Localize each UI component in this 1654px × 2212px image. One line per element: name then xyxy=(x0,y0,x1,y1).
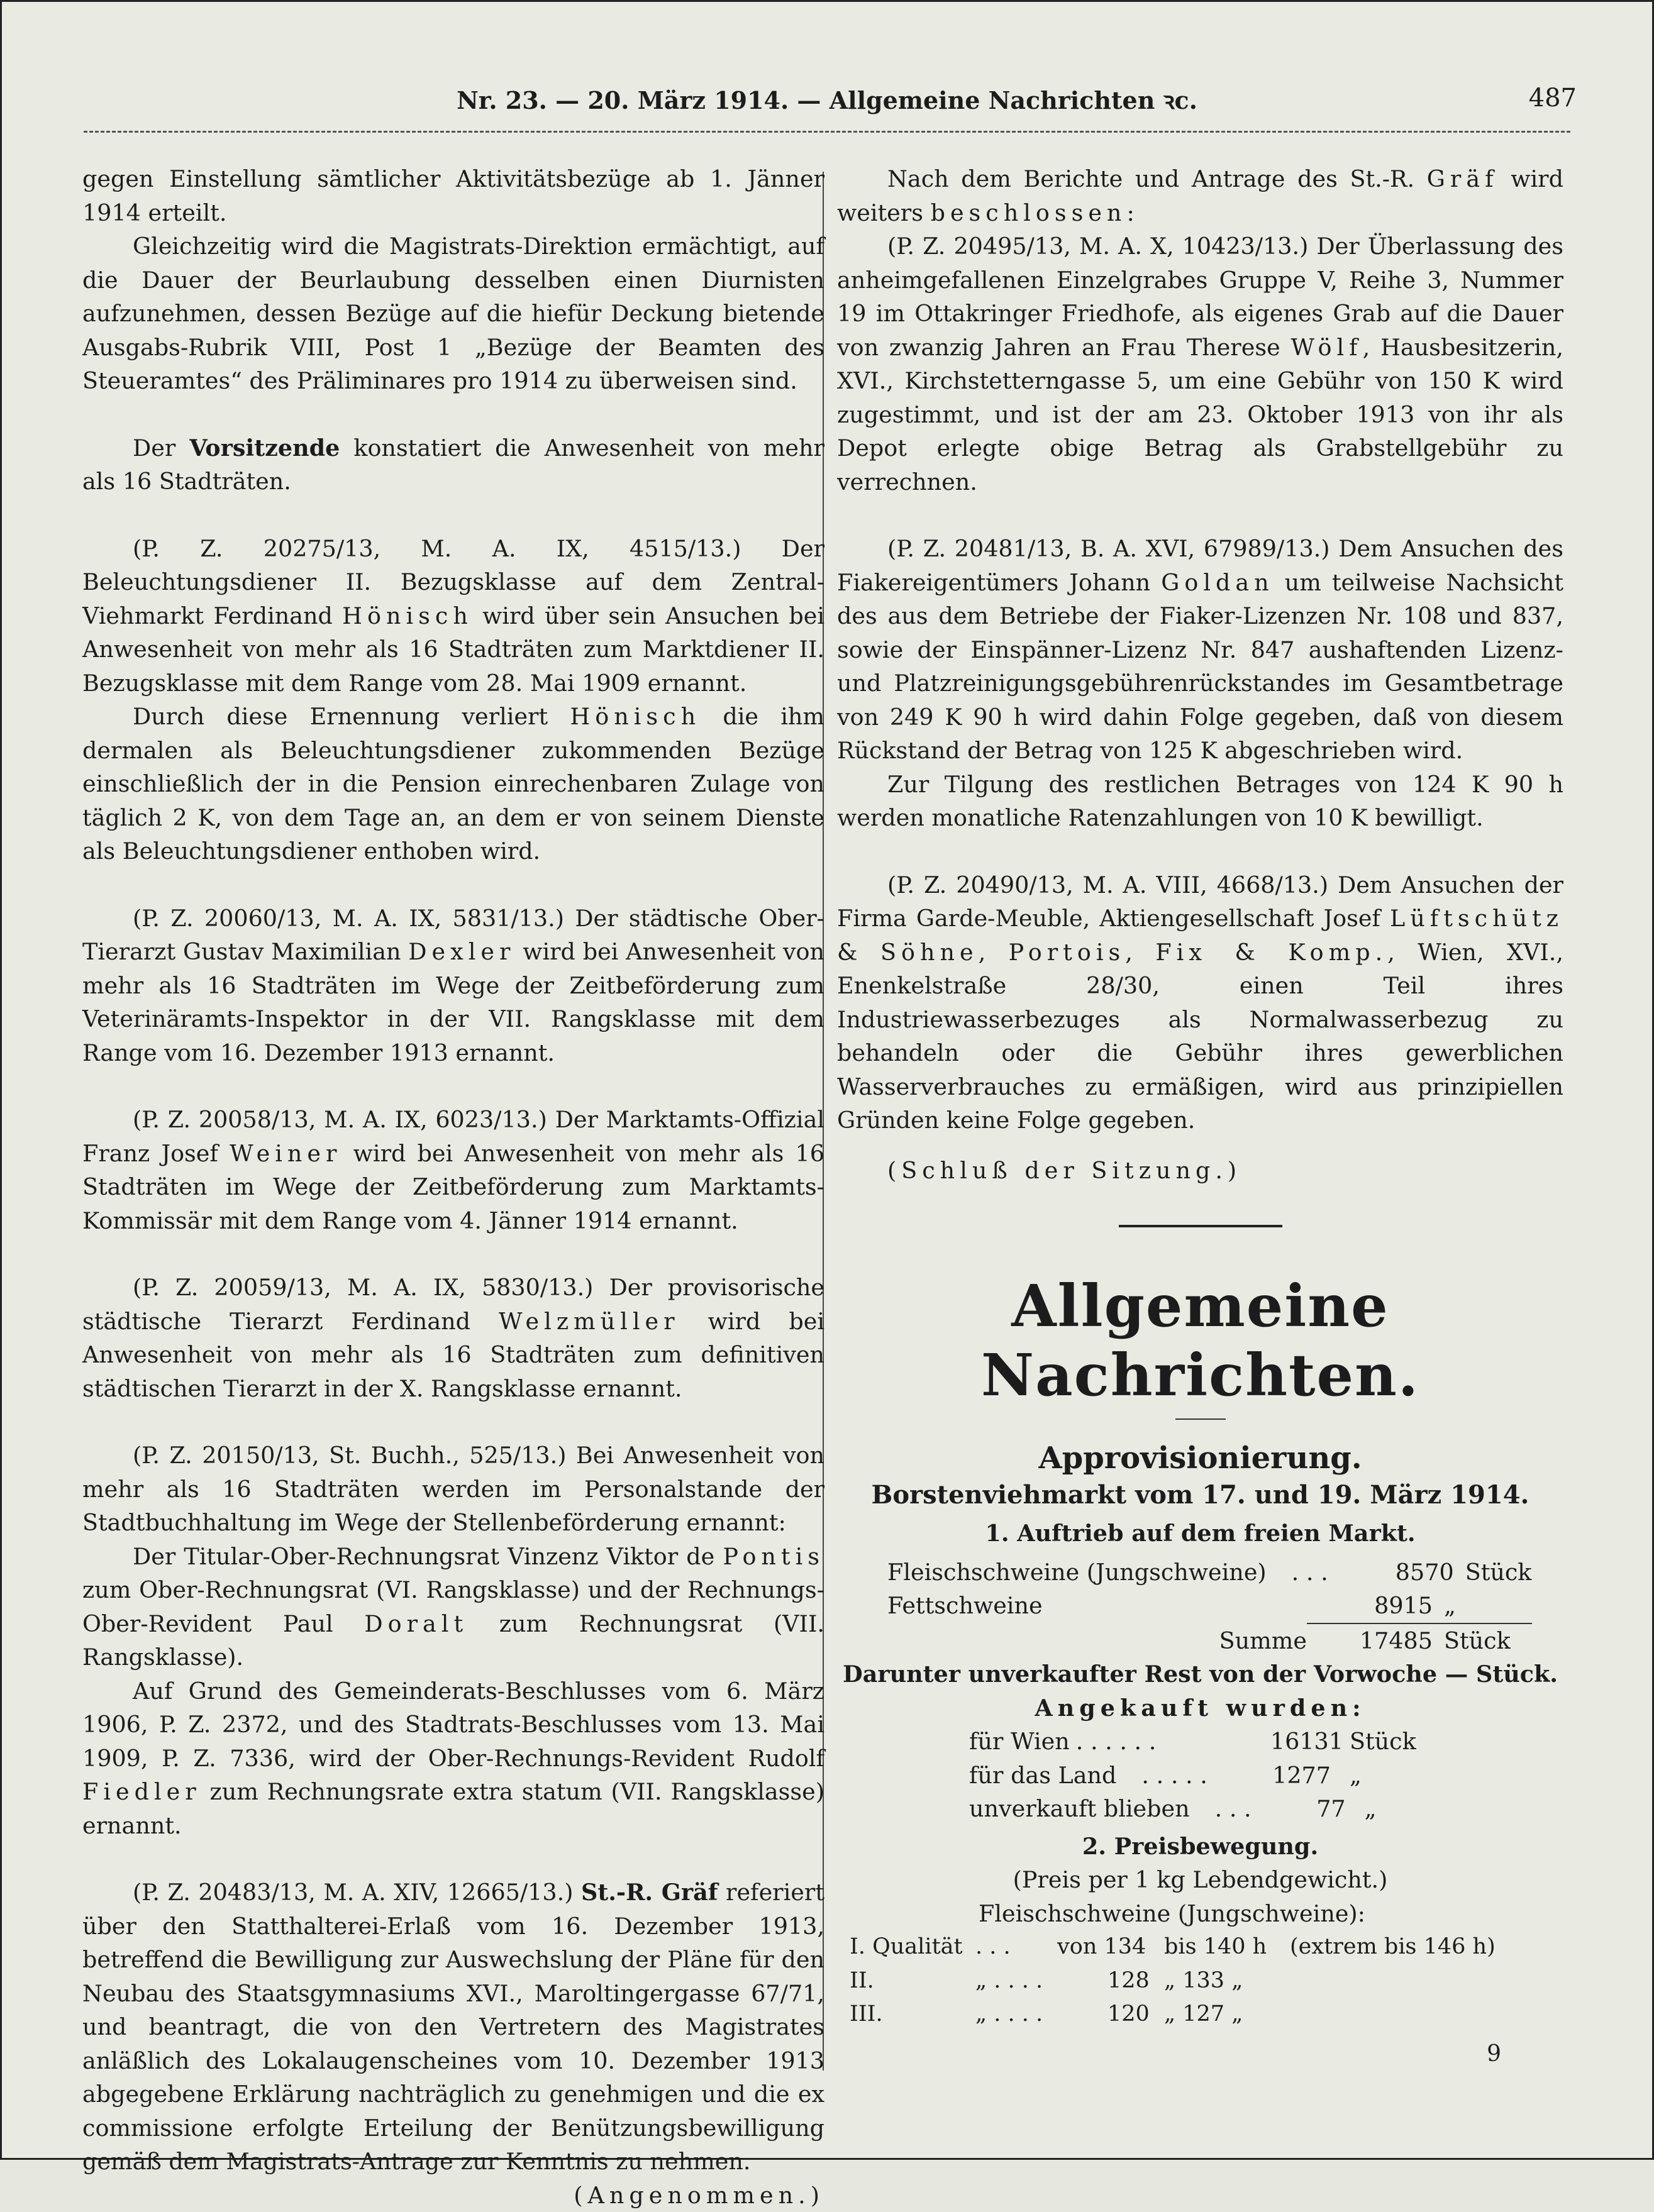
paragraph: (P. Z. 20150/13, St. Buchh., 525/13.) Bei Anwesenheit von mehr als 16 Stadträten werden im Personalstande der Stadtbuchhaltung im Wege der Stellenbeförderung ernannt: xyxy=(82,1439,824,1540)
table-row: Summe 17485 Stück xyxy=(887,1624,1532,1658)
angekauft-table xyxy=(837,1725,1563,1826)
preis-subtitle: (Preis per 1 kg Lebendgewicht.) xyxy=(837,1863,1563,1897)
paragraph: (P. Z. 20058/13, M. A. IX, 6023/13.) Der Marktamts-Offizial Franz Josef Weiner wird bei Anwesenheit von mehr als 16 Stadträten im Wege der Zeitbeförderung zum Marktamts-Kommissär mit dem Range vom 4. Jänner 1914 ernannt. xyxy=(82,1103,824,1237)
table-row: III. „ . . . . 120 „ 127 „ xyxy=(850,1998,1563,2032)
title-rule xyxy=(1175,1418,1226,1420)
paragraph: Der Vorsitzende konstatiert die Anwesenheit von mehr als 16 Stadträten. xyxy=(82,431,824,499)
running-title: Nr. 23. — 20. März 1914. — Allgemeine Nachrichten ꝛc. xyxy=(77,84,1577,116)
paragraph: Durch diese Ernennung verliert Hönisch die ihm dermalen als Beleuchtungsdiener zukommenden Bezüge einschließlich der in die Pension einrechenbaren Zulage von täglich 2 K, von dem Tage an, an dem er von seinem Dienste als Beleuchtungsdiener enthoben wird. xyxy=(82,700,824,868)
header-rule xyxy=(84,131,1570,133)
table-row: unverkauft blieben . . . 77 „ xyxy=(969,1792,1419,1826)
paragraph: Der Titular-Ober-Rechnungsrat Vinzenz Viktor de Pontis zum Ober-Rechnungsrat (VI. Rangsklasse) und der Rechnungs-Ober-Revident Paul Doralt zum Rechnungsrat (VII. Rangsklasse). xyxy=(82,1540,824,1674)
table-row: für das Land . . . . . 1277 „ xyxy=(969,1759,1419,1793)
paragraph: Zur Tilgung des restlichen Betrages von 124 K 90 h werden monatliche Ratenzahlungen von 10 K bewilligt. xyxy=(837,768,1563,835)
session-end: (Schluß der Sitzung.) xyxy=(837,1154,1563,1188)
paragraph: (P. Z. 20495/13, M. A. X, 10423/13.) Der Überlassung des anheimgefallenen Einzelgrabes Gruppe V, Reihe 3, Nummer 19 im Ottakringer Friedhofe, als eigenes Grab auf die Dauer von zwanzig Jahren an Frau Therese Wölf, Hausbesitzerin, XVI., Kirchstetterngasse 5, um eine Gebühr von 150 K wird zugestimmt, und ist der am 23. Oktober 1913 von ihr als Depot erlegte obige Betrag als Grabstellgebühr zu verrechnen. xyxy=(837,229,1563,499)
preis-title: 2. Preisbewegung. xyxy=(837,1830,1563,1864)
paragraph: (P. Z. 20483/13, M. A. XIV, 12665/13.) St.-R. Gräf referiert über den Statthalterei-Erlaß vom 16. Dezember 1913, betreffend die Bewilligung zur Auswechslung der Pläne für den Neubau des Staatsgymnasiums XVI., Maroltingergasse 67/71, und beantragt, die von den Vertretern des Magistrates anläßlich des Lokalaugenscheines vom 10. Dezember 1913 abgegebene Erklärung nachträglich zu genehmigen und die ex commissione erfolgte Erteilung der Benützungsbewilligung gemäß dem Magistrats-Antrage zur Kenntnis zu nehmen. (Angenommen.) xyxy=(82,1876,824,2179)
auftrieb-table xyxy=(837,1556,1563,1658)
table-row: Fettschweine 8915 „ xyxy=(887,1589,1532,1624)
angekauft-title: Angekauft wurden: xyxy=(837,1691,1563,1725)
right-column xyxy=(837,162,1563,2032)
left-column xyxy=(82,162,824,2212)
paragraph: (P. Z. 20060/13, M. A. IX, 5831/13.) Der städtische Ober-Tierarzt Gustav Maximilian Dexler wird bei Anwesenheit von mehr als 16 Stadträten im Wege der Zeitbeförderung zum Veterinäramts-Inspektor in der VII. Rangsklasse mit dem Range vom 16. Dezember 1913 ernannt. xyxy=(82,902,824,1070)
market-title: Borstenviehmarkt vom 17. und 19. März 1914. xyxy=(837,1478,1563,1513)
section-rule xyxy=(1119,1225,1282,1227)
auftrieb-title: 1. Auftrieb auf dem freien Markt. xyxy=(837,1517,1563,1551)
paragraph: gegen Einstellung sämtlicher Aktivitätsbezüge ab 1. Jänner 1914 erteilt. xyxy=(82,162,824,229)
table-row: II. „ . . . . 128 „ 133 „ xyxy=(850,1964,1563,1998)
paragraph: Gleichzeitig wird die Magistrats-Direktion ermächtigt, auf die Dauer der Beurlaubung desselben einen Diurnisten aufzunehmen, dessen Bezüge auf die hiefür Deckung bietende Ausgabs-Rubrik VIII, Post 1 „Bezüge der Beamten des Steueramtes“ des Präliminares pro 1914 zu überweisen sind. xyxy=(82,229,824,398)
preis-table xyxy=(837,1930,1563,2032)
table-row: Fleischschweine (Jungschweine) . . . 8570 Stück xyxy=(887,1556,1532,1590)
rest-line: Darunter unverkaufter Rest von der Vorwoche — Stück. xyxy=(837,1657,1563,1691)
paragraph: (P. Z. 20481/13, B. A. XVI, 67989/13.) Dem Ansuchen des Fiakereigentümers Johann Goldan um teilweise Nachsicht des aus dem Betriebe der Fiaker-Lizenzen Nr. 108 und 837, sowie der Einspänner-Lizenz Nr. 847 aushaftenden Lizenz- und Platzreinigungsgebührenrückstandes im Gesamtbetrage von 249 K 90 h wird dahin Folge gegeben, daß von diesem Rückstand der Betrag von 125 K abgeschrieben wird. xyxy=(837,532,1563,768)
adopted-note: (Angenommen.) xyxy=(523,2179,824,2212)
fleisch-title: Fleischschweine (Jungschweine): xyxy=(837,1897,1563,1931)
paragraph: (P. Z. 20275/13, M. A. IX, 4515/13.) Der Beleuchtungsdiener II. Bezugsklasse auf dem Zentral-Viehmarkt Ferdinand Hönisch wird über sein Ansuchen bei Anwesenheit von mehr als 16 Stadträten zum Marktdiener II. Bezugsklasse mit dem Range vom 28. Mai 1909 ernannt. xyxy=(82,532,824,700)
paragraph: Nach dem Berichte und Antrage des St.-R. Gräf wird weiters beschlossen: xyxy=(837,162,1563,229)
paragraph: Auf Grund des Gemeinderats-Beschlusses vom 6. März 1906, P. Z. 2372, und des Stadtrats-Beschlusses vom 13. Mai 1909, P. Z. 7336, wird der Ober-Rechnungs-Revident Rudolf Fiedler zum Rechnungsrate extra statum (VII. Rangsklasse) ernannt. xyxy=(82,1674,824,1843)
section-title: Allgemeine Nachrichten. xyxy=(837,1271,1563,1410)
subsection-title: Approvisionierung. xyxy=(837,1439,1563,1478)
paragraph: (P. Z. 20059/13, M. A. IX, 5830/13.) Der provisorische städtische Tierarzt Ferdinand Welzmüller wird bei Anwesenheit von mehr als 16 Stadträten zum definitiven städtischen Tierarzt in der X. Rangsklasse ernannt. xyxy=(82,1271,824,1405)
table-row: I. Qualität . . . von 134 bis 140 h (extrem bis 146 h) xyxy=(850,1930,1563,1964)
page-number: 487 xyxy=(1529,84,1577,113)
paragraph: (P. Z. 20490/13, M. A. VIII, 4668/13.) Dem Ansuchen der Firma Garde-Meuble, Aktiengesellschaft Josef Lüftschütz & Söhne, Portois, Fix & Komp., Wien, XVI., Enenkelstraße 28/30, einen Teil ihres Industriewasserbezuges als Normalwasserbezug zu behandeln oder die Gebühr ihres gewerblichen Wasserverbrauches zu ermäßigen, wird aus prinzipiellen Gründen keine Folge gegeben. xyxy=(837,868,1563,1137)
table-row: für Wien . . . . . . 16131 Stück xyxy=(969,1725,1419,1759)
sheet-signature: 9 xyxy=(1487,2041,1501,2067)
running-head xyxy=(77,84,1577,121)
